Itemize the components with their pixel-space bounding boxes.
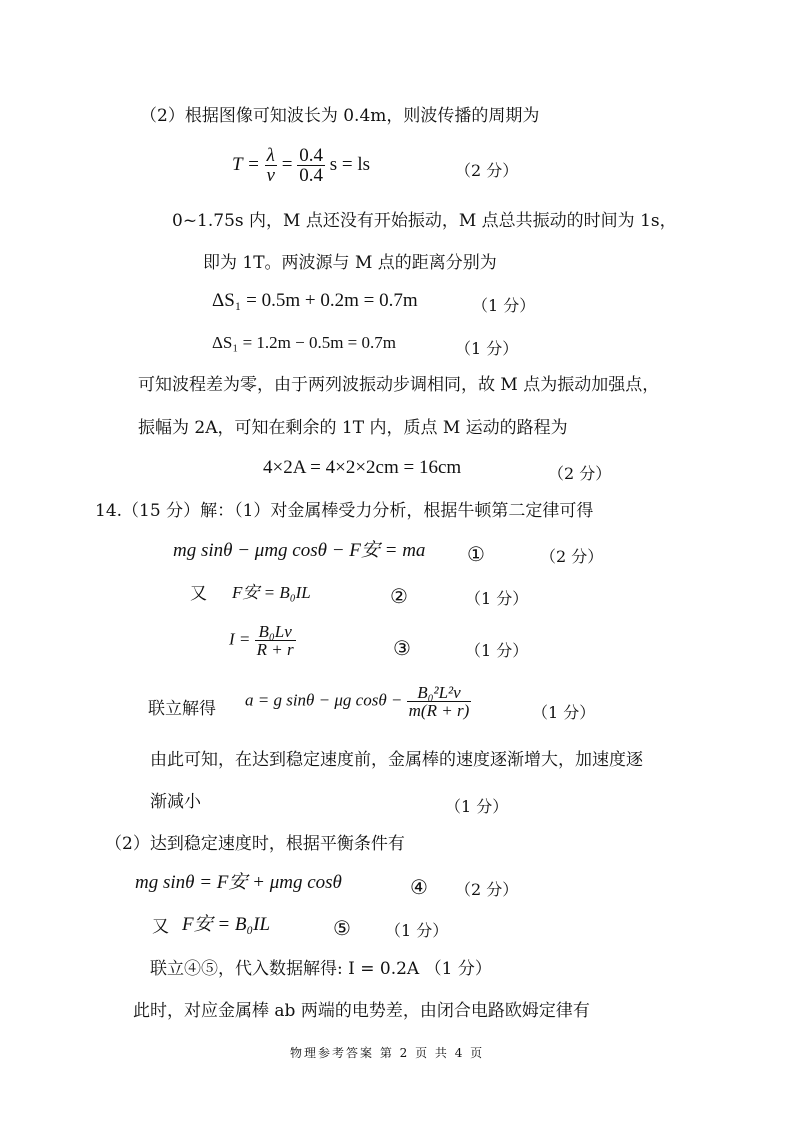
text-line-a: 0~1.75s 内，M 点还没有开始振动，M 点总共振动的时间为 1s， (172, 211, 677, 231)
equation-1: mg sinθ − μmg cosθ − F安 = ma (173, 540, 426, 561)
circle-number-2: ② (390, 584, 408, 608)
page-footer: 物理参考答案 第 2 页 共 4 页 (290, 1046, 485, 1060)
circle-number-5: ⑤ (333, 916, 351, 940)
path-equation: 4×2A = 4×2×2cm = 16cm (263, 457, 462, 478)
question-14-title: 14.（15 分）解：（1）对金属棒受力分析，根据牛顿第二定律可得 (95, 501, 594, 521)
score-period: （2 分） (455, 161, 519, 180)
score-eq4: （1 分） (532, 703, 596, 722)
text-you-1: 又 (190, 584, 207, 604)
score-distance-2: （1 分） (455, 339, 519, 358)
text-line-c: 可知波程差为零，由于两列波振动步调相同，故 M 点为振动加强点， (138, 375, 660, 395)
circle-number-3: ③ (393, 636, 411, 660)
text-you-2: 又 (152, 917, 169, 937)
score-path: （2 分） (548, 464, 612, 483)
score-eq6: （1 分） (385, 921, 449, 940)
text-line-d: 振幅为 2A，可知在剩余的 1T 内，质点 M 运动的路程为 (138, 418, 568, 438)
score-eq5: （2 分） (455, 880, 519, 899)
score-distance-1: （1 分） (472, 296, 536, 315)
equation-4: a = g sinθ − μg cosθ − $\frac{\text{B₀²L²v}}{m(R + r)}$ (245, 683, 470, 720)
score-eq2: （1 分） (465, 589, 529, 608)
circle-number-1: ① (467, 542, 485, 566)
text-line-f: 渐减小 (150, 792, 201, 812)
part2b-title: （2）达到稳定速度时，根据平衡条件有 (105, 834, 405, 854)
circle-number-4: ④ (410, 875, 428, 899)
distance-equation-2: ΔS₁ = 1.2m − 0.5m = 0.7m (212, 333, 396, 352)
text-line-b: 即为 1T。两波源与 M 点的距离分别为 (203, 253, 497, 273)
equation-3: I = $\frac{\text{B₀Lv}}{R + r}$ (229, 622, 294, 659)
score-line-f: （1 分） (445, 797, 509, 816)
text-line-h: 此时，对应金属棒 ab 两端的电势差，由闭合电路欧姆定律有 (133, 1001, 590, 1021)
part2-title: （2）根据图像可知波长为 0.4m，则波传播的周期为 (140, 106, 540, 126)
equation-5: mg sinθ = F安 + μmg cosθ (135, 872, 342, 893)
distance-equation-1: ΔS₁ = 0.5m + 0.2m = 0.7m (212, 290, 418, 311)
equation-6: F安 = B₀IL (182, 914, 271, 935)
period-equation: T = $\frac{\lambda}{v}$ = $\frac{0.4}{0.4}$ s = ls (232, 145, 370, 186)
equation-2: F安 = B₀IL (232, 583, 311, 602)
text-line-g: 联立④⑤，代入数据解得: I = 0.2A （1 分） (150, 959, 492, 979)
text-lianli: 联立解得 (148, 699, 216, 719)
text-line-e: 由此可知，在达到稳定速度前，金属棒的速度逐渐增大，加速度逐 (150, 750, 643, 770)
score-eq3: （1 分） (465, 641, 529, 660)
score-eq1: （2 分） (540, 547, 604, 566)
